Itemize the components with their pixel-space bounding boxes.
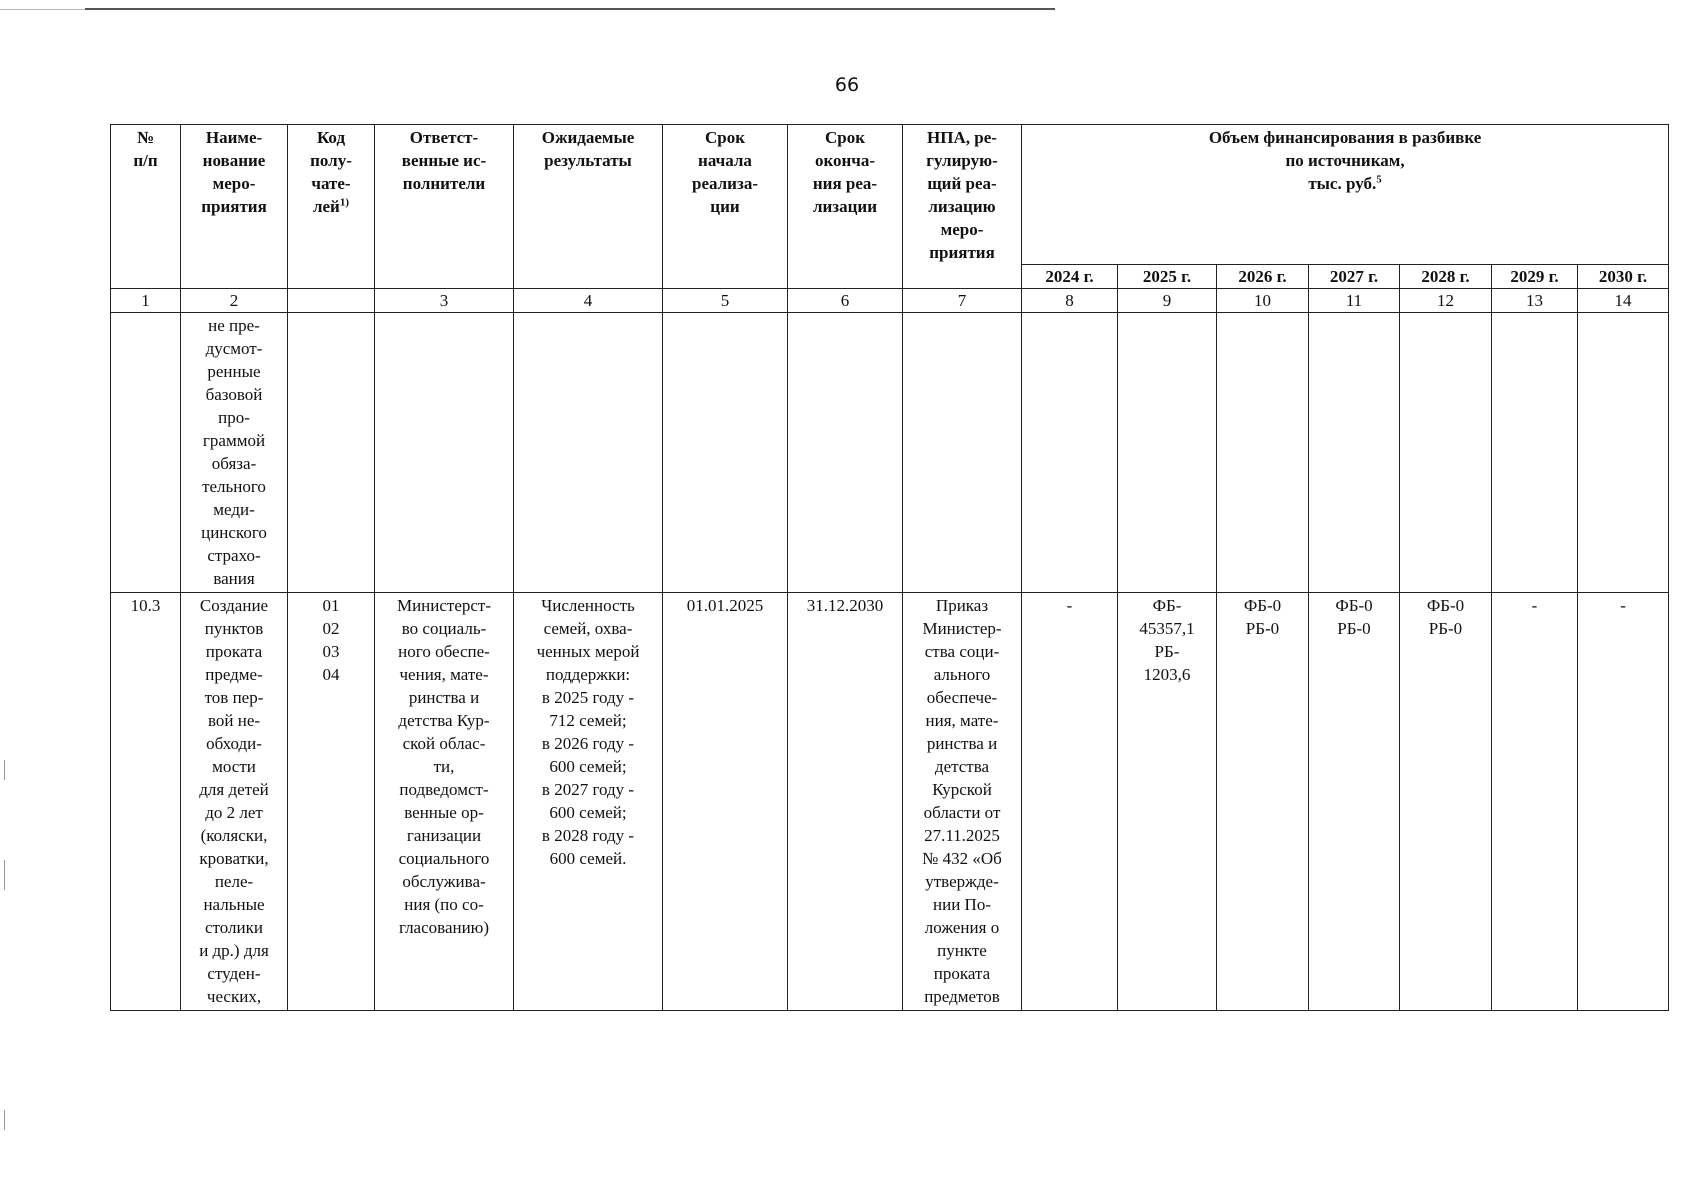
header-no: № п/п <box>111 125 181 289</box>
header-financing <box>1022 125 1669 265</box>
page-number: 66 <box>834 74 860 96</box>
header-financing-footnote: 5 <box>1376 173 1382 186</box>
cell-responsible <box>375 313 514 593</box>
header-row <box>111 125 1669 265</box>
header-code-footnote: 1) <box>339 196 350 209</box>
column-number: 5 <box>663 289 788 313</box>
cell-code <box>288 313 375 593</box>
cell-fin-2024: - <box>1022 593 1118 1011</box>
column-number: 6 <box>788 289 903 313</box>
margin-mark <box>4 860 5 890</box>
column-number <box>288 289 375 313</box>
column-number: 7 <box>903 289 1022 313</box>
header-responsible: Ответст- венные ис- полнители <box>375 125 514 289</box>
table-row <box>111 593 1669 1011</box>
cell-fin-2024 <box>1022 313 1118 593</box>
cell-fin-2029: - <box>1492 593 1578 1011</box>
year-cell: 2026 г. <box>1217 265 1309 289</box>
cell-code: 01 02 03 04 <box>288 593 375 1011</box>
column-number: 1 <box>111 289 181 313</box>
cell-fin-2025: ФБ- 45357,1 РБ- 1203,6 <box>1118 593 1217 1011</box>
cell-fin-2028 <box>1400 313 1492 593</box>
year-cell: 2030 г. <box>1578 265 1669 289</box>
margin-mark <box>4 1110 5 1130</box>
cell-no <box>111 313 181 593</box>
column-number: 12 <box>1400 289 1492 313</box>
column-number: 8 <box>1022 289 1118 313</box>
margin-mark <box>4 760 5 780</box>
financing-table <box>110 124 1669 1011</box>
cell-start <box>663 313 788 593</box>
cell-fin-2027 <box>1309 313 1400 593</box>
cell-results <box>514 313 663 593</box>
cell-name: не пре- дусмот- ренные базовой про- граммой обяза- тельного меди- цинского страхо- вания <box>181 313 288 593</box>
cell-fin-2025 <box>1118 313 1217 593</box>
cell-start: 01.01.2025 <box>663 593 788 1011</box>
header-results: Ожидаемые результаты <box>514 125 663 289</box>
column-number: 3 <box>375 289 514 313</box>
cell-end <box>788 313 903 593</box>
cell-fin-2026 <box>1217 313 1309 593</box>
year-cell: 2025 г. <box>1118 265 1217 289</box>
cell-npa: Приказ Министер- ства соци- ального обеспече- ния, мате- ринства и детства Курской области от 27.11.2025 № 432 «Об утвержде- нии По- ложения о пункте проката предметов <box>903 593 1022 1011</box>
cell-fin-2030 <box>1578 313 1669 593</box>
top-border-faint <box>0 9 85 10</box>
cell-no: 10.3 <box>111 593 181 1011</box>
cell-name: Создание пунктов проката предме- тов пер- вой не- обходи- мости для детей до 2 лет (коляски, кроватки, пеле- нальные столики и др.) для студен- ческих, <box>181 593 288 1011</box>
cell-fin-2029 <box>1492 313 1578 593</box>
table-row <box>111 313 1669 593</box>
column-numbers-row <box>111 289 1669 313</box>
column-number: 11 <box>1309 289 1400 313</box>
header-financing-text: Объем финансирования в разбивке по источникам, тыс. руб. <box>1208 128 1482 193</box>
year-cell: 2029 г. <box>1492 265 1578 289</box>
cell-results: Численность семей, охва- ченных мерой поддержки: в 2025 году - 712 семей; в 2026 году - 600 семей; в 2027 году - 600 семей; в 2028 году - 600 семей. <box>514 593 663 1011</box>
header-end: Срок оконча- ния реа- лизации <box>788 125 903 289</box>
cell-fin-2027: ФБ-0 РБ-0 <box>1309 593 1400 1011</box>
column-number: 2 <box>181 289 288 313</box>
header-npa: НПА, ре- гулирую- щий реа- лизацию меро- приятия <box>903 125 1022 289</box>
cell-fin-2028: ФБ-0 РБ-0 <box>1400 593 1492 1011</box>
year-cell: 2028 г. <box>1400 265 1492 289</box>
header-code-text: Код полу- чате- лей <box>310 128 352 216</box>
column-number: 9 <box>1118 289 1217 313</box>
cell-responsible: Министерст- во социаль- ного обеспе- чения, мате- ринства и детства Кур- ской облас- ти, подведомст- венные ор- ганизации социального обслужива- ния (по со- гласованию) <box>375 593 514 1011</box>
column-number: 13 <box>1492 289 1578 313</box>
year-cell: 2024 г. <box>1022 265 1118 289</box>
cell-end: 31.12.2030 <box>788 593 903 1011</box>
year-cell: 2027 г. <box>1309 265 1400 289</box>
header-code <box>288 125 375 289</box>
cell-npa <box>903 313 1022 593</box>
column-number: 14 <box>1578 289 1669 313</box>
cell-fin-2026: ФБ-0 РБ-0 <box>1217 593 1309 1011</box>
top-border-line <box>85 8 1055 10</box>
column-number: 4 <box>514 289 663 313</box>
header-start: Срок начала реализа- ции <box>663 125 788 289</box>
header-name: Наиме- нование меро- приятия <box>181 125 288 289</box>
column-number: 10 <box>1217 289 1309 313</box>
cell-fin-2030: - <box>1578 593 1669 1011</box>
